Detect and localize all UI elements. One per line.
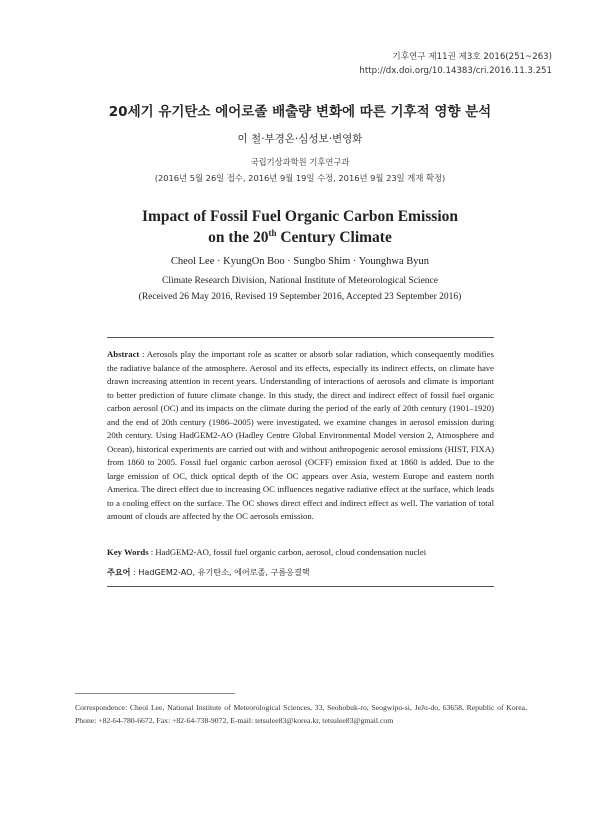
title-line2-pre: on the 20 [208,229,269,246]
english-title-line1: Impact of Fossil Fuel Organic Carbon Emission [141,208,459,225]
english-title-line2 [0,227,600,248]
abstract-bottom-divider [107,586,494,587]
english-authors: Cheol Lee · KyungOn Boo · Sungbo Shim · Younghwa Byun [170,256,430,267]
korean-keywords-label: 주요어 [107,567,131,577]
english-dates: (Received 26 May 2016, Revised 19 September 2016, Accepted 23 September 2016) [138,292,462,302]
journal-info [359,50,552,78]
english-title [0,206,600,248]
correspondence-footnote: Correspondence: Cheol Lee, National Institute of Meteorological Sciences, 33, Seohobuk-ro, Seogwipo-si, JeJu-do, 63658, Republic of Korea, Phone: +82-64-780-6672, Fax: +82-64-738-9072, E-mail: tetsulee83@korea.kr, tetsulee83@gmail.com [75,703,527,725]
abstract-text: : Aerosols play the important role as scatter or absorb solar radiation, which consequently modifies the radiative balance of the atmosphere. Aerosol and its effects, especially its indirect effects, on climate have drawn increasing attention in recent years. Understanding of interactions of aerosols and climate is important to better prediction of future climate change. In this study, the direct and indirect effect of fossil fuel organic carbon aerosol (OC) and its impacts on the climate during the period of the early of 20th century (1901–1920) and the end of 20th century (1986–2005) were investigated. we examine changes in aerosol emission during 20th century. Using HadGEM2-AO (Hadley Centre Global Environmental Model version 2, Atmosphere and Ocean), historical experiments are carried out with and without anthropogenic aerosol emissions (HIST, FIXA) from 1860 to 2005. Fossil fuel organic carbon aerosol (OCFF) emission fixed at 1860 is added. Due to the large emission of OC, thick optical depth of the OC appears over Asia, western Europe and eastern north America. The direct effect due to increasing OC influences negative radiative effect at the surface, which leads to a cooling effect on the surface. The OC shows direct effect and indirect effect as well. The variation of total amount of clouds are affected by the OC aerosols emission. [107,349,494,521]
keywords-label: Key Words [107,547,149,557]
abstract-label: Abstract [107,349,140,359]
korean-authors: 이 철·부경온·심성보·변영화 [237,133,363,145]
korean-dates: (2016년 5월 26일 접수, 2016년 9월 19일 수정, 2016년 9월 23일 게재 확정) [154,173,446,183]
korean-title: 20세기 유기탄소 에어로졸 배출량 변화에 따른 기후적 영향 분석 [108,104,492,120]
doi-link[interactable]: http://dx.doi.org/10.14383/cri.2016.11.3.251 [359,66,552,76]
footnote-divider [75,693,235,694]
title-superscript: th [268,227,277,238]
keywords [107,546,494,559]
title-line2-post: Century Climate [276,229,392,246]
abstract-top-divider [107,337,494,338]
korean-keywords [107,566,494,579]
keywords-text: : HadGEM2-AO, fossil fuel organic carbon, aerosol, cloud condensation nuclei [148,547,427,557]
english-affiliation: Climate Research Division, National Institute of Meteorological Science [162,276,438,286]
journal-issue: 기후연구 제11권 제3호 2016(251~263) [392,52,552,62]
korean-keywords-text: : HadGEM2-AO, 유기탄소, 에어로졸, 구름응결핵 [130,567,310,577]
korean-affiliation: 국립기상과학원 기후연구과 [250,157,350,167]
abstract [107,348,494,524]
